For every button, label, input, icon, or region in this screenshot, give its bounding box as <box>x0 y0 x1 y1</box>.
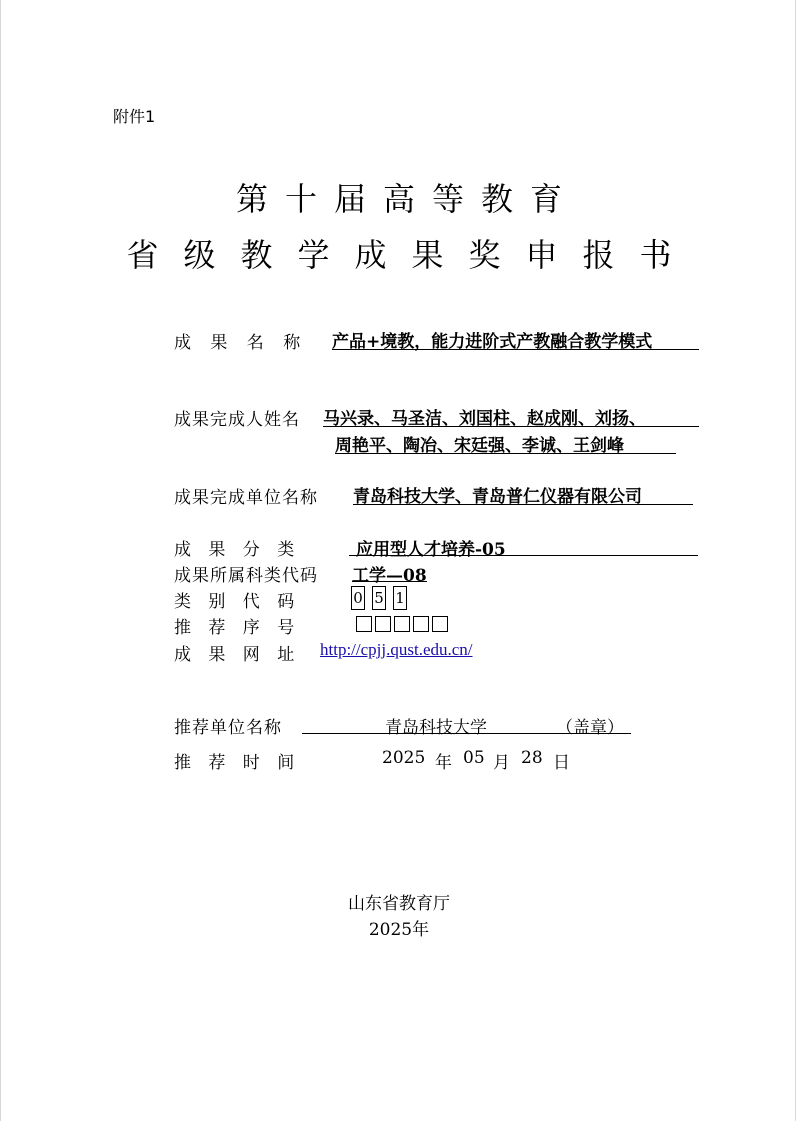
persons-underline-2 <box>335 453 676 454</box>
rec-no-box-1 <box>356 616 372 632</box>
unit-value: 青岛科技大学、青岛普仁仪器有限公司 <box>353 487 642 507</box>
unit-label: 成果完成单位名称 <box>174 488 318 508</box>
recommend-day: 28 <box>521 748 543 768</box>
type-code-digit-2: 5 <box>372 586 386 610</box>
persons-underline-1 <box>323 426 699 427</box>
recommend-unit-underline <box>302 733 631 734</box>
recommend-year: 2025 <box>382 748 426 768</box>
issuing-org: 山东省教育厅 <box>348 894 450 914</box>
recommend-time-label: 推 荐 时 间 <box>174 753 301 773</box>
type-code-digit-3: 1 <box>393 586 407 610</box>
attachment-label: 附件1 <box>113 107 156 126</box>
type-code-digit-1: 0 <box>351 586 365 610</box>
persons-line-2: 周艳平、陶冶、宋廷强、李诚、王剑峰 <box>335 436 624 456</box>
recommend-year-char: 年 <box>435 753 452 773</box>
title-line-2: 省级教学成果奖申报书 <box>126 236 697 274</box>
category-value: 应用型人才培养-05 <box>356 540 506 560</box>
issuing-year: 2025年 <box>368 920 430 940</box>
type-code-label: 类 别 代 码 <box>174 592 301 612</box>
rec-no-box-4 <box>413 616 429 632</box>
rec-no-box-5 <box>432 616 448 632</box>
persons-label: 成果完成人姓名 <box>174 410 300 430</box>
recommend-unit-value: 青岛科技大学 <box>385 718 487 738</box>
unit-underline <box>353 504 693 505</box>
achievement-name-label: 成 果 名 称 <box>174 333 308 353</box>
achievement-url-link[interactable]: http://cpjj.qust.edu.cn/ <box>320 640 473 659</box>
subject-code-value: 工学—08 <box>352 566 427 586</box>
recommend-month-char: 月 <box>493 753 510 773</box>
subject-code-label: 成果所属科类代码 <box>174 566 318 586</box>
seal-note: （盖章） <box>556 718 624 738</box>
persons-line-1: 马兴录、马圣洁、刘国柱、赵成刚、刘扬、 <box>323 409 646 429</box>
recommend-month: 05 <box>463 748 485 768</box>
recommend-day-char: 日 <box>553 753 570 773</box>
rec-no-label: 推 荐 序 号 <box>174 618 301 638</box>
title-line-1: 第十届高等教育 <box>235 180 579 218</box>
recommend-unit-label: 推荐单位名称 <box>174 718 282 738</box>
achievement-name-underline <box>332 349 699 350</box>
rec-no-box-3 <box>394 616 410 632</box>
rec-no-box-2 <box>375 616 391 632</box>
subject-code-underline <box>352 581 427 582</box>
achievement-name-value: 产品+境教，能力进阶式产教融合教学模式 <box>332 332 653 352</box>
url-label: 成 果 网 址 <box>174 645 301 665</box>
category-label: 成 果 分 类 <box>174 540 301 560</box>
category-underline <box>349 555 698 556</box>
